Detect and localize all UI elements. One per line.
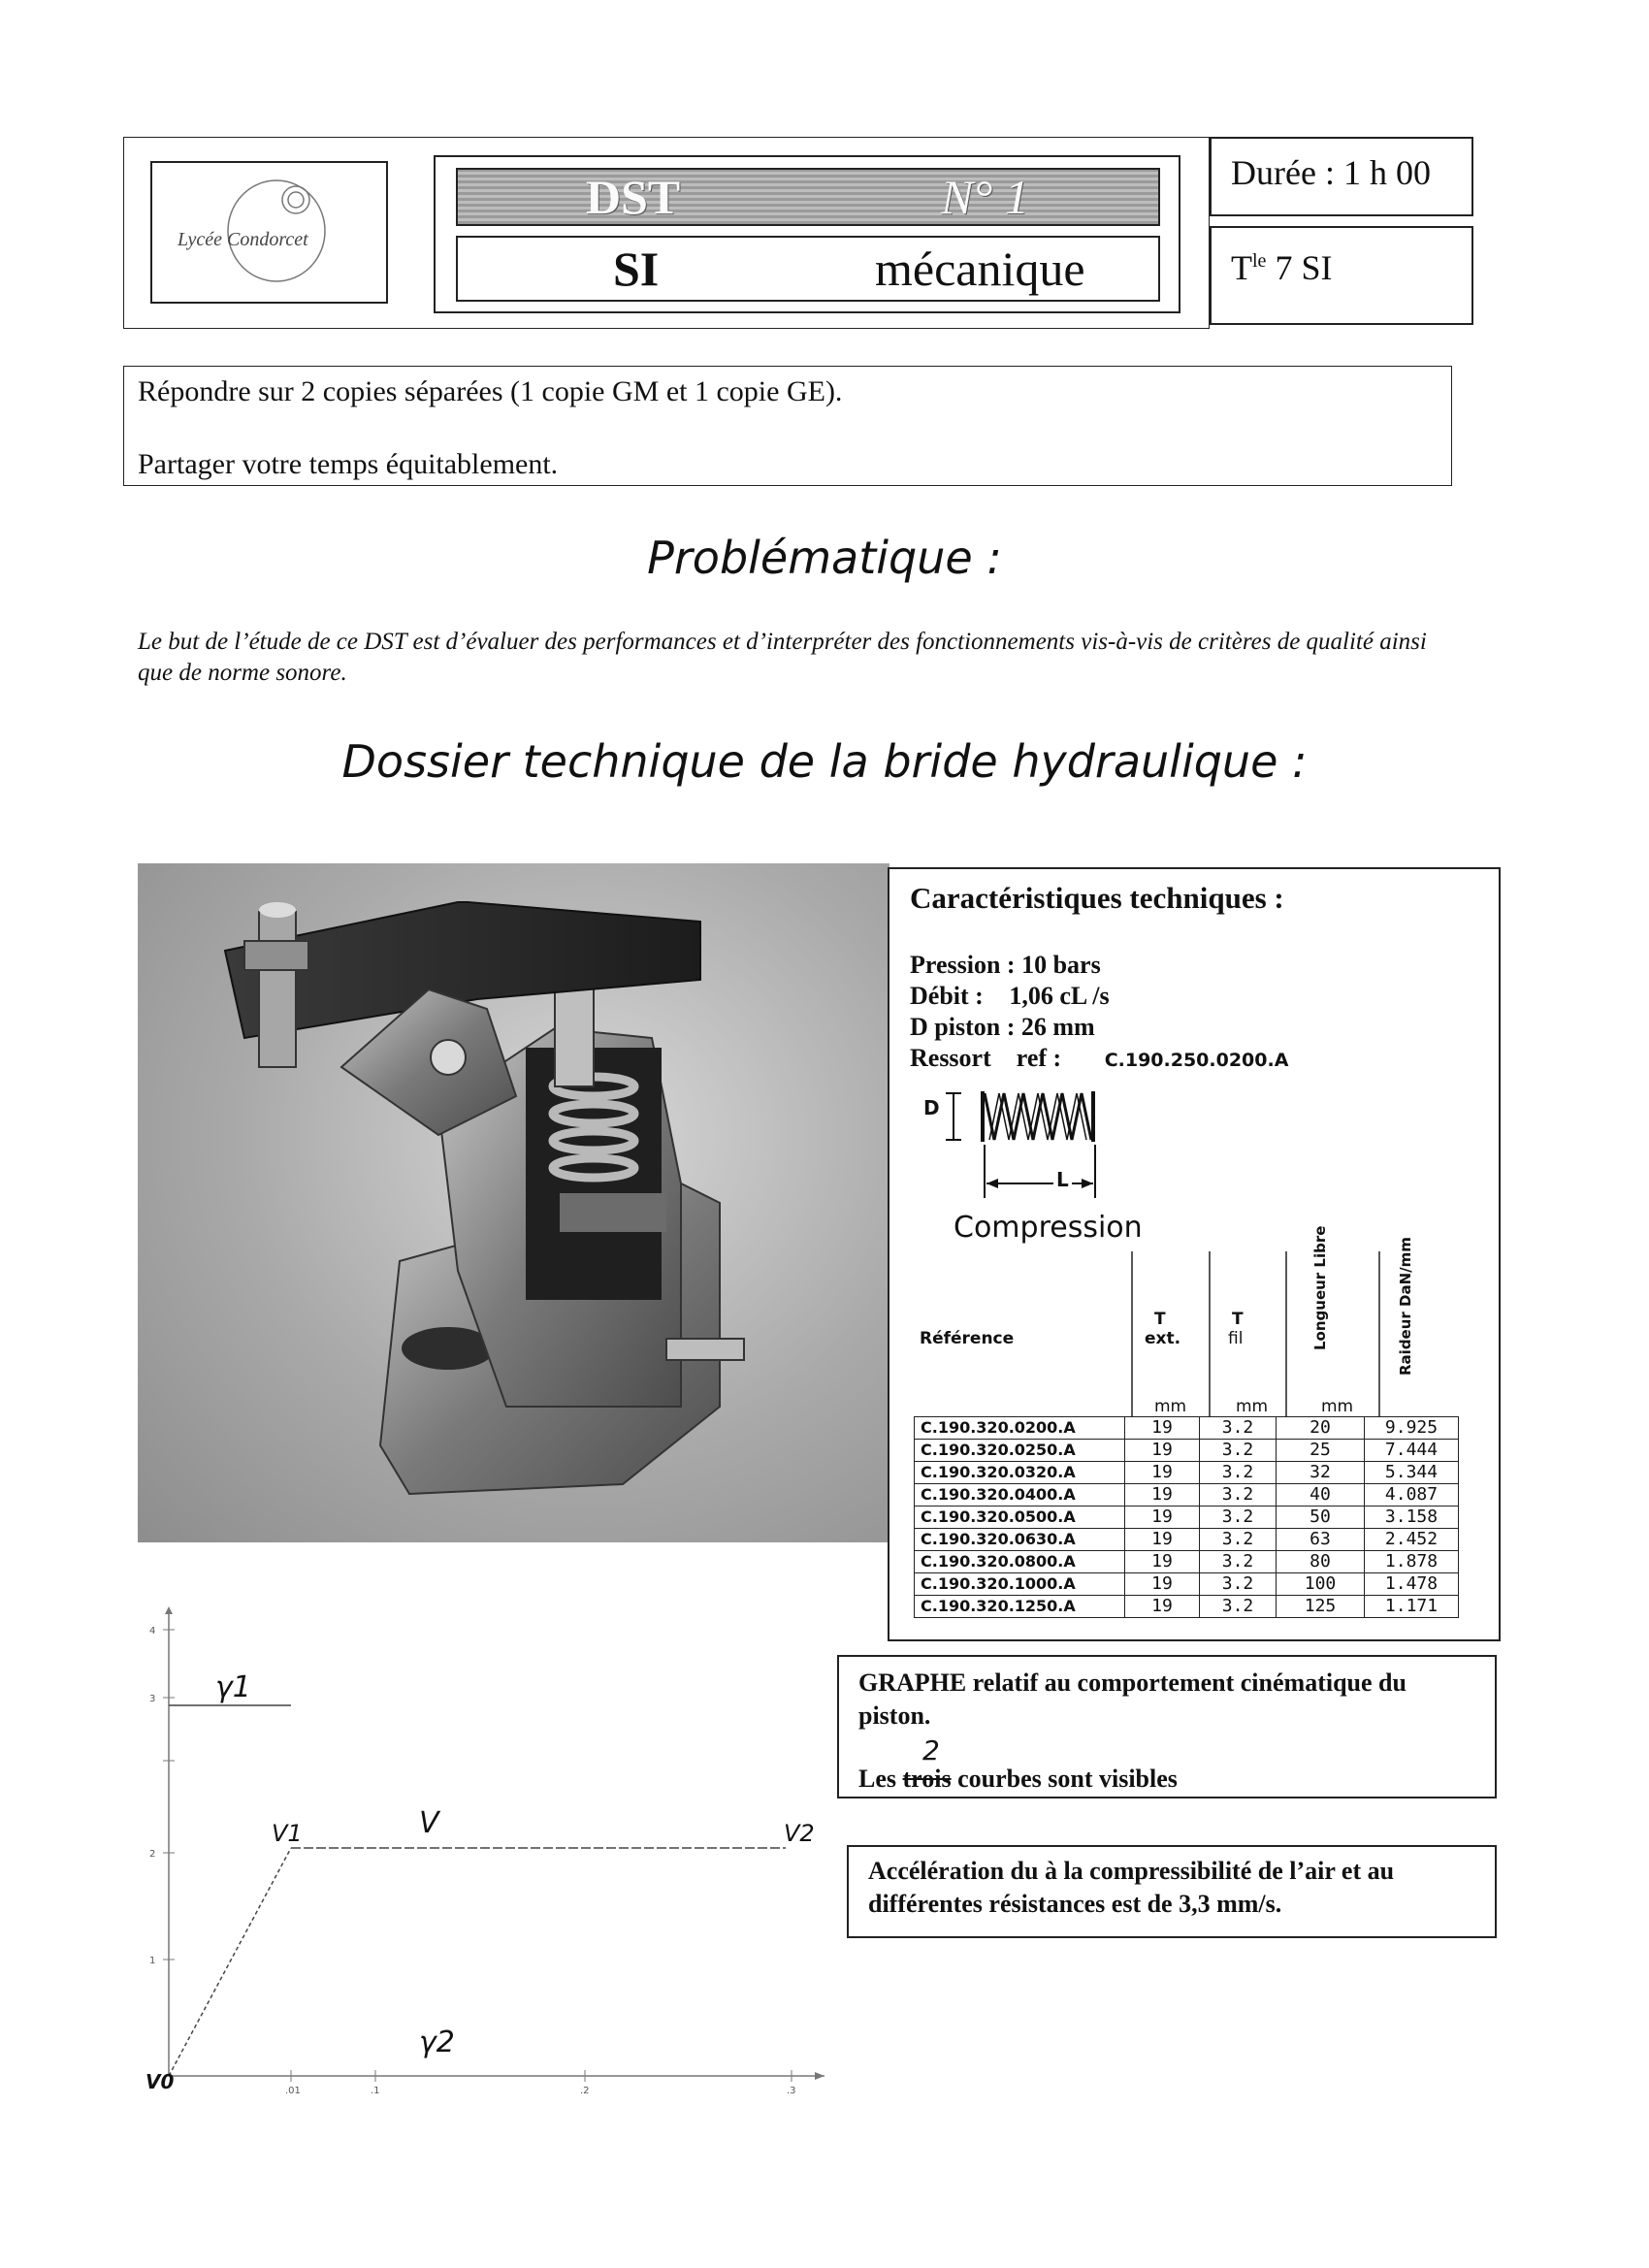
cell-ext: 19: [1125, 1417, 1200, 1440]
th-unit-2: mm: [1236, 1397, 1269, 1416]
svg-text:.3: .3: [787, 2086, 796, 2096]
subject-box: [456, 236, 1160, 302]
table-row: [915, 1529, 1459, 1551]
cell-fil: 3.2: [1200, 1484, 1277, 1507]
cell-raid: 1.171: [1365, 1596, 1459, 1618]
cell-ext: 19: [1125, 1529, 1200, 1551]
class-box: [1210, 226, 1473, 325]
table-row: [915, 1440, 1459, 1462]
graph-note-struck: trois: [902, 1765, 952, 1793]
cell-raid: 5.344: [1365, 1462, 1459, 1484]
cell-long: 100: [1277, 1573, 1365, 1596]
spring-compression-label: Compression: [954, 1211, 1143, 1245]
cell-raid: 1.878: [1365, 1551, 1459, 1573]
cell-ext: 19: [1125, 1596, 1200, 1618]
spec-ressort-label: Ressort ref :: [910, 1044, 1062, 1072]
spring-diagram-d: D: [923, 1096, 940, 1119]
spec-ressort: [910, 1044, 1288, 1073]
spring-diagram: [917, 1082, 1159, 1198]
exam-number: N° 1: [941, 170, 1029, 224]
problem-heading: Problématique :: [647, 532, 1002, 584]
cell-fil: 3.2: [1200, 1529, 1277, 1551]
cell-long: 50: [1277, 1507, 1365, 1529]
hydraulic-clamp-photo: [138, 863, 889, 1542]
cell-ref: C.190.320.1250.A: [915, 1596, 1125, 1618]
cell-long: 25: [1277, 1440, 1365, 1462]
svg-text:1: 1: [149, 1956, 156, 1966]
class-text: [1231, 247, 1332, 288]
th-longueur: Longueur Libre: [1311, 1225, 1329, 1350]
cell-ext: 19: [1125, 1507, 1200, 1529]
cell-long: 63: [1277, 1529, 1365, 1551]
duration-text: Durée : 1 h 00: [1231, 153, 1431, 192]
subject-right: mécanique: [875, 242, 1085, 296]
graph-label-gamma2: γ2: [419, 2025, 455, 2059]
cell-raid: 4.087: [1365, 1484, 1459, 1507]
svg-text:4: 4: [149, 1626, 156, 1636]
instruction-line-1: Répondre sur 2 copies séparées (1 copie GM et 1 copie GE).: [138, 375, 843, 407]
characteristics-title: Caractéristiques techniques :: [910, 881, 1284, 915]
cell-ref: C.190.320.0250.A: [915, 1440, 1125, 1462]
spec-piston: D piston : 26 mm: [910, 1013, 1095, 1041]
cell-ext: 19: [1125, 1551, 1200, 1573]
cell-ext: 19: [1125, 1484, 1200, 1507]
accel-note: Accélération du à la compressibilité de l’air et au différentes résistances est de 3,3 mm/s.: [868, 1857, 1395, 1918]
spec-pression: Pression : 10 bars: [910, 951, 1101, 979]
cell-long: 80: [1277, 1551, 1365, 1573]
cell-ref: C.190.320.0320.A: [915, 1462, 1125, 1484]
table-row: [915, 1596, 1459, 1618]
graph-label-v2: V2: [784, 1820, 815, 1847]
svg-text:2: 2: [149, 1849, 156, 1860]
table-row: [915, 1507, 1459, 1529]
cell-fil: 3.2: [1200, 1462, 1277, 1484]
graph-note-suffix: courbes sont visibles: [951, 1765, 1178, 1793]
class-sup: le: [1252, 250, 1267, 272]
graph-note-line-1: GRAPHE relatif au comportement cinématique du piston.: [858, 1669, 1406, 1730]
cell-raid: 2.452: [1365, 1529, 1459, 1551]
cell-ref: C.190.320.0800.A: [915, 1551, 1125, 1573]
school-logo-box: [150, 161, 388, 304]
cell-fil: 3.2: [1200, 1417, 1277, 1440]
table-row: [915, 1417, 1459, 1440]
cell-fil: 3.2: [1200, 1440, 1277, 1462]
th-text-2: ext.: [1145, 1329, 1181, 1348]
cell-fil: 3.2: [1200, 1596, 1277, 1618]
cell-raid: 3.158: [1365, 1507, 1459, 1529]
svg-text:.01: .01: [285, 2086, 301, 2096]
table-row: [915, 1551, 1459, 1573]
problem-text: Le but de l’étude de ce DST est d’évaluer des performances et d’interpréter des fonctionnements vis-à-vis de critères de qualité ainsi que de norme sonore.: [138, 629, 1427, 686]
graph-label-v1: V1: [272, 1820, 303, 1847]
dossier-heading: Dossier technique de la bride hydraulique :: [341, 735, 1308, 788]
spec-debit: [910, 982, 1110, 1011]
cell-ref: C.190.320.0200.A: [915, 1417, 1125, 1440]
spec-ressort-ref: C.190.250.0200.A: [1104, 1050, 1289, 1071]
table-row: [915, 1462, 1459, 1484]
school-name: Lycée Condorcet: [178, 229, 308, 250]
cell-ref: C.190.320.1000.A: [915, 1573, 1125, 1596]
th-tfil-2: fil: [1228, 1329, 1244, 1348]
graph-label-v0: V0: [146, 2070, 175, 2093]
graph-label-gamma1: γ1: [215, 1670, 251, 1704]
cell-ref: C.190.320.0630.A: [915, 1529, 1125, 1551]
class-prefix: T: [1231, 248, 1252, 287]
cell-long: 40: [1277, 1484, 1365, 1507]
cell-raid: 9.925: [1365, 1417, 1459, 1440]
cell-ref: C.190.320.0400.A: [915, 1484, 1125, 1507]
svg-text:.2: .2: [580, 2086, 590, 2096]
svg-text:3: 3: [149, 1694, 156, 1704]
cell-fil: 3.2: [1200, 1551, 1277, 1573]
cell-ext: 19: [1125, 1573, 1200, 1596]
cell-long: 125: [1277, 1596, 1365, 1618]
cell-ext: 19: [1125, 1440, 1200, 1462]
spring-diagram-l: L: [1053, 1168, 1072, 1191]
cell-raid: 1.478: [1365, 1573, 1459, 1596]
cell-raid: 7.444: [1365, 1440, 1459, 1462]
svg-text:.1: .1: [371, 2086, 380, 2096]
cell-fil: 3.2: [1200, 1573, 1277, 1596]
title-band: [456, 168, 1160, 226]
spec-debit-label: Débit :: [910, 982, 984, 1010]
th-text-1: T: [1154, 1310, 1166, 1329]
subject-left: SI: [613, 242, 660, 296]
cell-ext: 19: [1125, 1462, 1200, 1484]
th-tfil-1: T: [1232, 1310, 1244, 1329]
exam-label: DST: [586, 170, 681, 224]
table-row: [915, 1573, 1459, 1596]
cell-ref: C.190.320.0500.A: [915, 1507, 1125, 1529]
graph-label-v: V: [419, 1806, 439, 1840]
duration-box: [1210, 137, 1473, 216]
cell-fil: 3.2: [1200, 1507, 1277, 1529]
graph-note-handwritten: 2: [922, 1734, 940, 1766]
cell-long: 20: [1277, 1417, 1365, 1440]
cell-long: 32: [1277, 1462, 1365, 1484]
table-row: [915, 1484, 1459, 1507]
th-reference: Référence: [920, 1329, 1015, 1348]
graph-note-line-2: [858, 1763, 1178, 1796]
instruction-line-2: Partager votre temps équitablement.: [138, 448, 559, 480]
th-unit-3: mm: [1321, 1397, 1354, 1416]
hydraulic-clamp-image: [138, 863, 889, 1542]
graph-note-prefix: Les: [858, 1765, 903, 1793]
class-suffix: 7 SI: [1266, 248, 1333, 287]
th-unit-1: mm: [1154, 1397, 1187, 1416]
spring-table: [914, 1416, 1459, 1618]
th-raideur: Raideur DaN/mm: [1397, 1237, 1414, 1376]
spec-debit-value: 1,06 cL /s: [1009, 982, 1110, 1010]
